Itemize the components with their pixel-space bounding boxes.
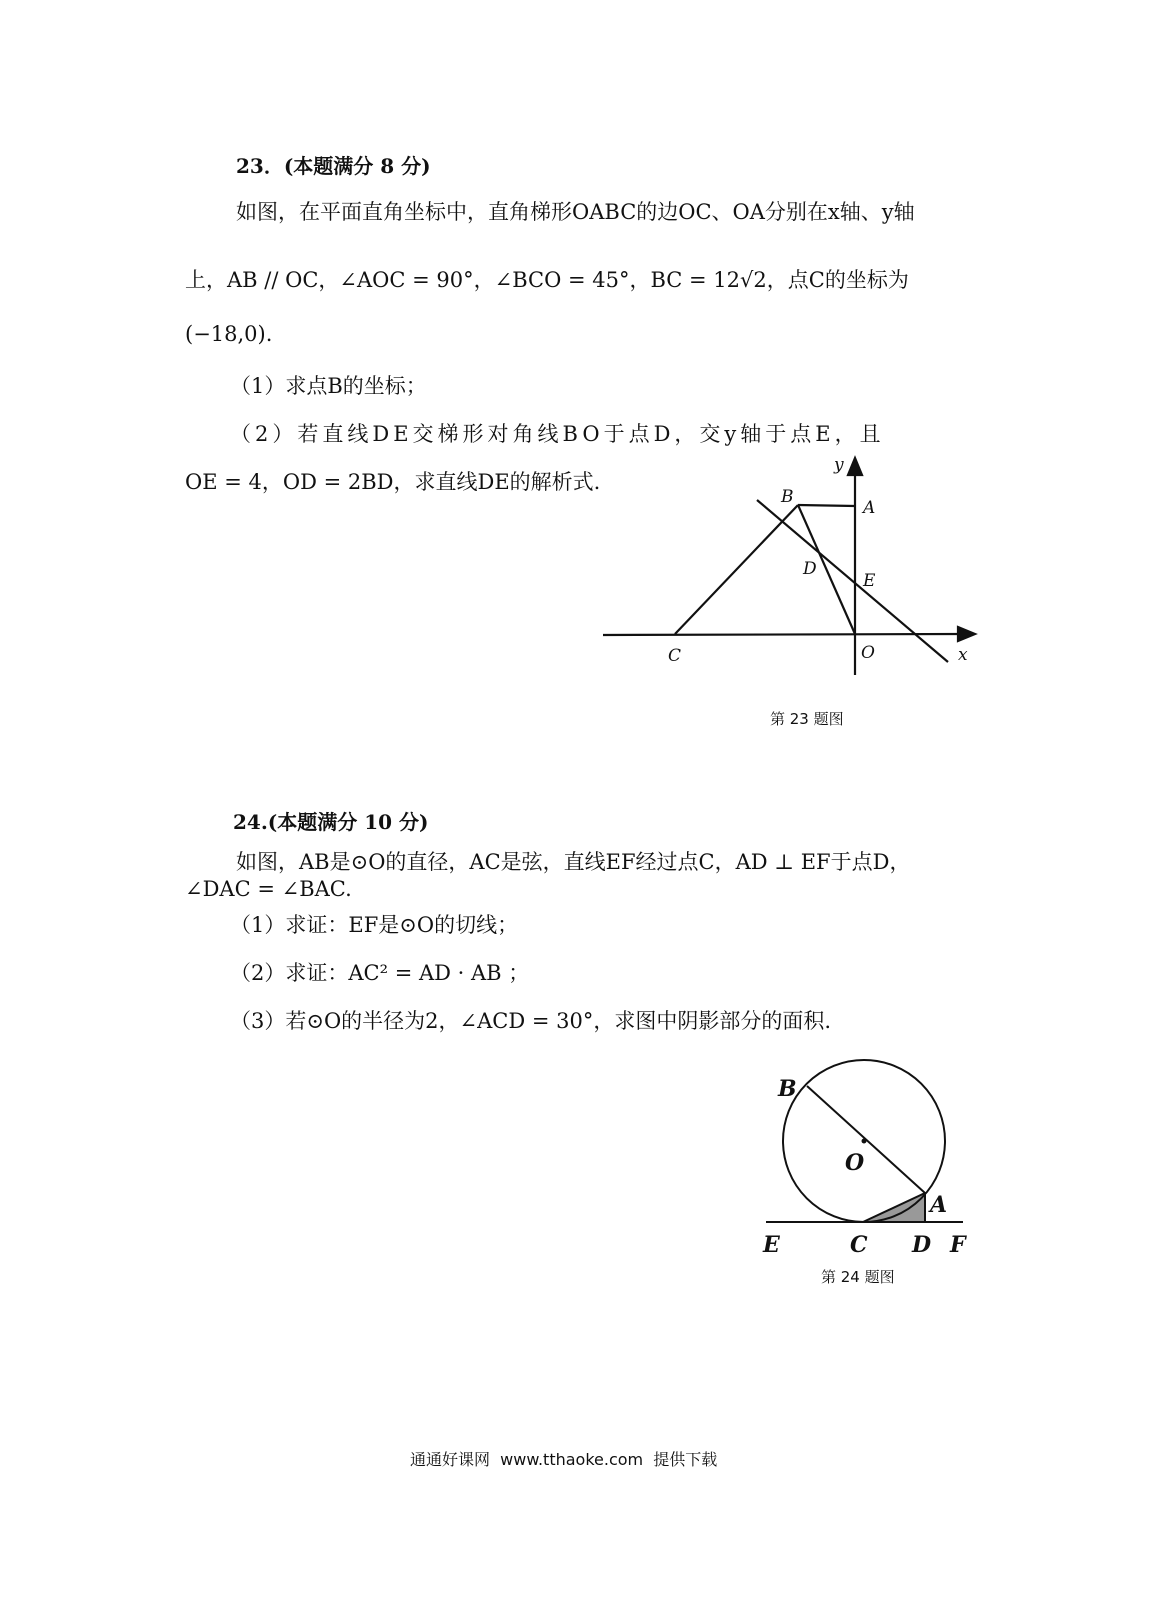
- q24-part-3: （3）若⊙O的半径为2，∠ACD = 30°，求图中阴影部分的面积.: [230, 1009, 832, 1033]
- q24-part-2: （2）求证：AC² = AD · AB ；: [230, 961, 530, 985]
- label-c: C: [850, 1232, 868, 1258]
- label-e: E: [863, 571, 876, 591]
- label-y: y: [834, 455, 844, 475]
- q24-heading: 24.(本题满分 10 分): [233, 810, 429, 834]
- label-f: F: [950, 1232, 966, 1258]
- q24-part-1: （1）求证：EF是⊙O的切线；: [230, 913, 519, 937]
- q23-heading: 23．(本题满分 8 分): [236, 154, 431, 178]
- label-x: x: [958, 645, 968, 665]
- q23-part-2-line-1: （2）若直线DE交梯形对角线BO于点D，交y轴于点E，且: [230, 422, 885, 446]
- q23-part-2-line-2: OE = 4，OD = 2BD，求直线DE的解析式.: [185, 470, 601, 494]
- q23-line-2: 上，AB // OC，∠AOC = 90°，∠BCO = 45°，BC = 12√2，点C的坐标为: [185, 268, 909, 292]
- q23-line-3: (−18,0).: [185, 322, 273, 346]
- label-a: A: [930, 1192, 948, 1218]
- label-b: B: [778, 1076, 797, 1102]
- q24-line-1: 如图，AB是⊙O的直径，AC是弦，直线EF经过点C，AD ⊥ EF于点D，: [236, 850, 911, 874]
- page-footer: 通通好课网 www.tthaoke.com 提供下载: [410, 1450, 718, 1469]
- center-point: [862, 1139, 867, 1144]
- label-c: C: [668, 646, 682, 666]
- label-o: O: [861, 643, 875, 663]
- label-b: B: [781, 487, 794, 507]
- q23-caption: 第 23 题图: [770, 710, 844, 728]
- q24-line-2: ∠DAC = ∠BAC.: [185, 877, 352, 901]
- q23-part-1: （1）求点B的坐标；: [230, 374, 427, 398]
- label-o: O: [845, 1150, 865, 1176]
- q24-caption: 第 24 题图: [821, 1268, 895, 1286]
- label-d: D: [912, 1232, 932, 1258]
- q23-line-1: 如图，在平面直角坐标中，直角梯形OABC的边OC、OA分别在x轴、y轴: [236, 200, 915, 224]
- label-a: A: [863, 498, 876, 518]
- label-e: E: [763, 1232, 780, 1258]
- label-d: D: [803, 559, 817, 579]
